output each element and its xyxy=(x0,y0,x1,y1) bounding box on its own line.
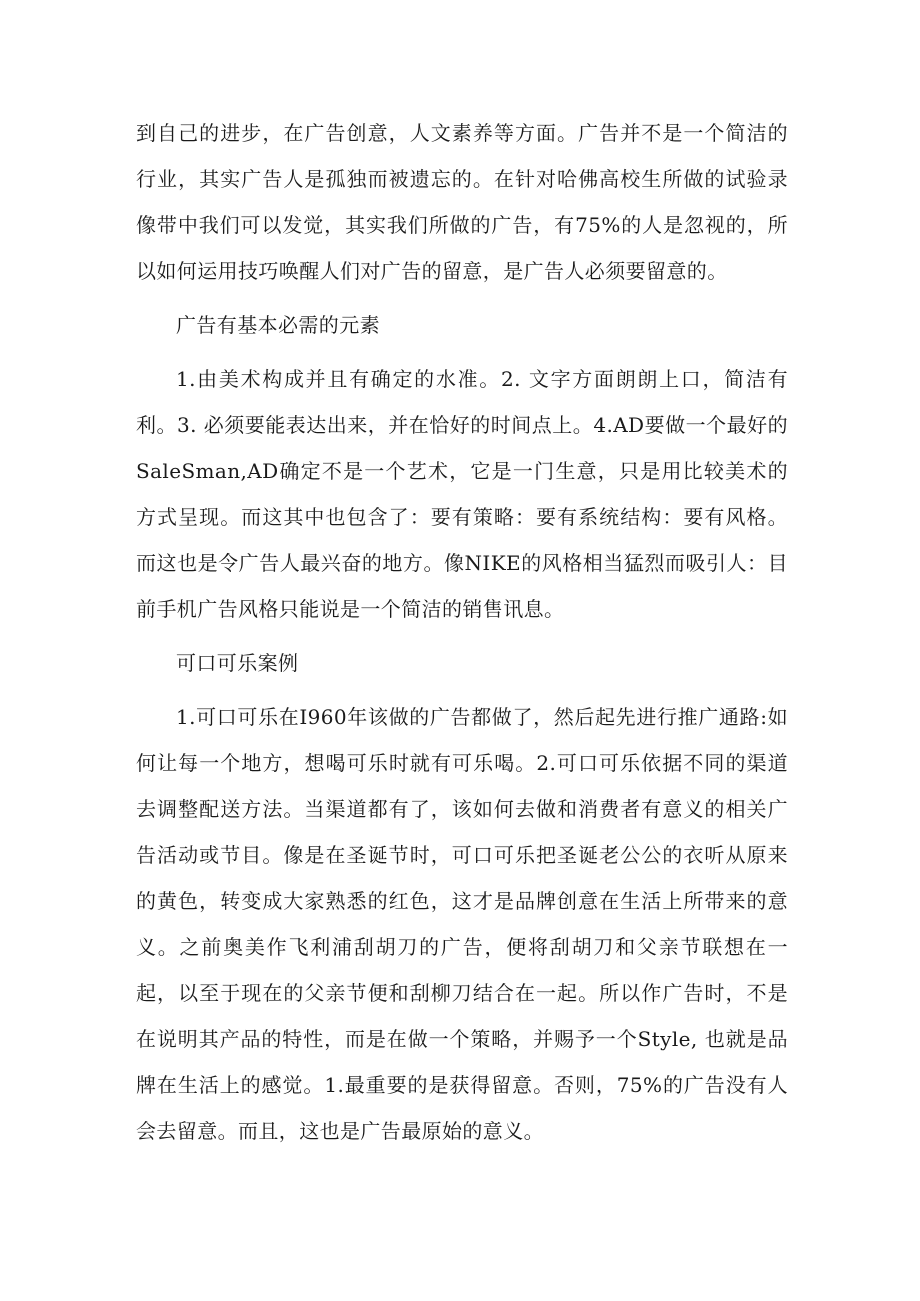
body-paragraph: 1.由美术构成并且有确定的水准。2. 文字方面朗朗上口，简洁有利。3. 必须要能表达出来，并在恰好的时间点上。4.AD要做一个最好的SaleSman,AD确定不是一个艺术，它是一门生意，只是用比较美术的方式呈现。而这其中也包含了：要有策略：要有系统结构：要有风格。而这也是令广告人最兴奋的地方。像NIKE的风格相当猛烈而吸引人：目前手机广告风格只能说是一个简洁的销售讯息。 xyxy=(136,367,788,621)
body-paragraph: 1.可口可乐在I960年该做的广告都做了，然后起先进行推广通路:如何让每一个地方，想喝可乐时就有可乐喝。2.可口可乐依据不同的渠道去调整配送方法。当渠道都有了，该如何去做和消费者有意义的相关广告活动或节目。像是在圣诞节时，可口可乐把圣诞老公公的衣听从原来的黄色，转变成大家熟悉的红色，这才是品牌创意在生活上所带来的意义。之前奥美作飞利浦刮胡刀的广告，便将刮胡刀和父亲节联想在一起，以至于现在的父亲节便和刮柳刀结合在一起。所以作广告时，不是在说明其产品的特性，而是在做一个策略，并赐予一个Style, 也就是品牌在生活上的感觉。1.最重要的是获得留意。否则，75%的广告没有人会去留意。而且，这也是广告最原始的意义。 xyxy=(136,705,788,1143)
document-body xyxy=(136,110,788,1162)
section-heading: 可口可乐案例 xyxy=(176,651,299,675)
body-paragraph: 到自己的进步，在广告创意，人文素养等方面。广告并不是一个简洁的行业，其实广告人是孤独而被遗忘的。在针对哈佛高校生所做的试验录像带中我们可以发觉，其实我们所做的广告，有75%的人是忽视的，所以如何运用技巧唤醒人们对广告的留意，是广告人必须要留意的。 xyxy=(136,121,788,283)
section-heading: 广告有基本必需的元素 xyxy=(176,313,380,337)
